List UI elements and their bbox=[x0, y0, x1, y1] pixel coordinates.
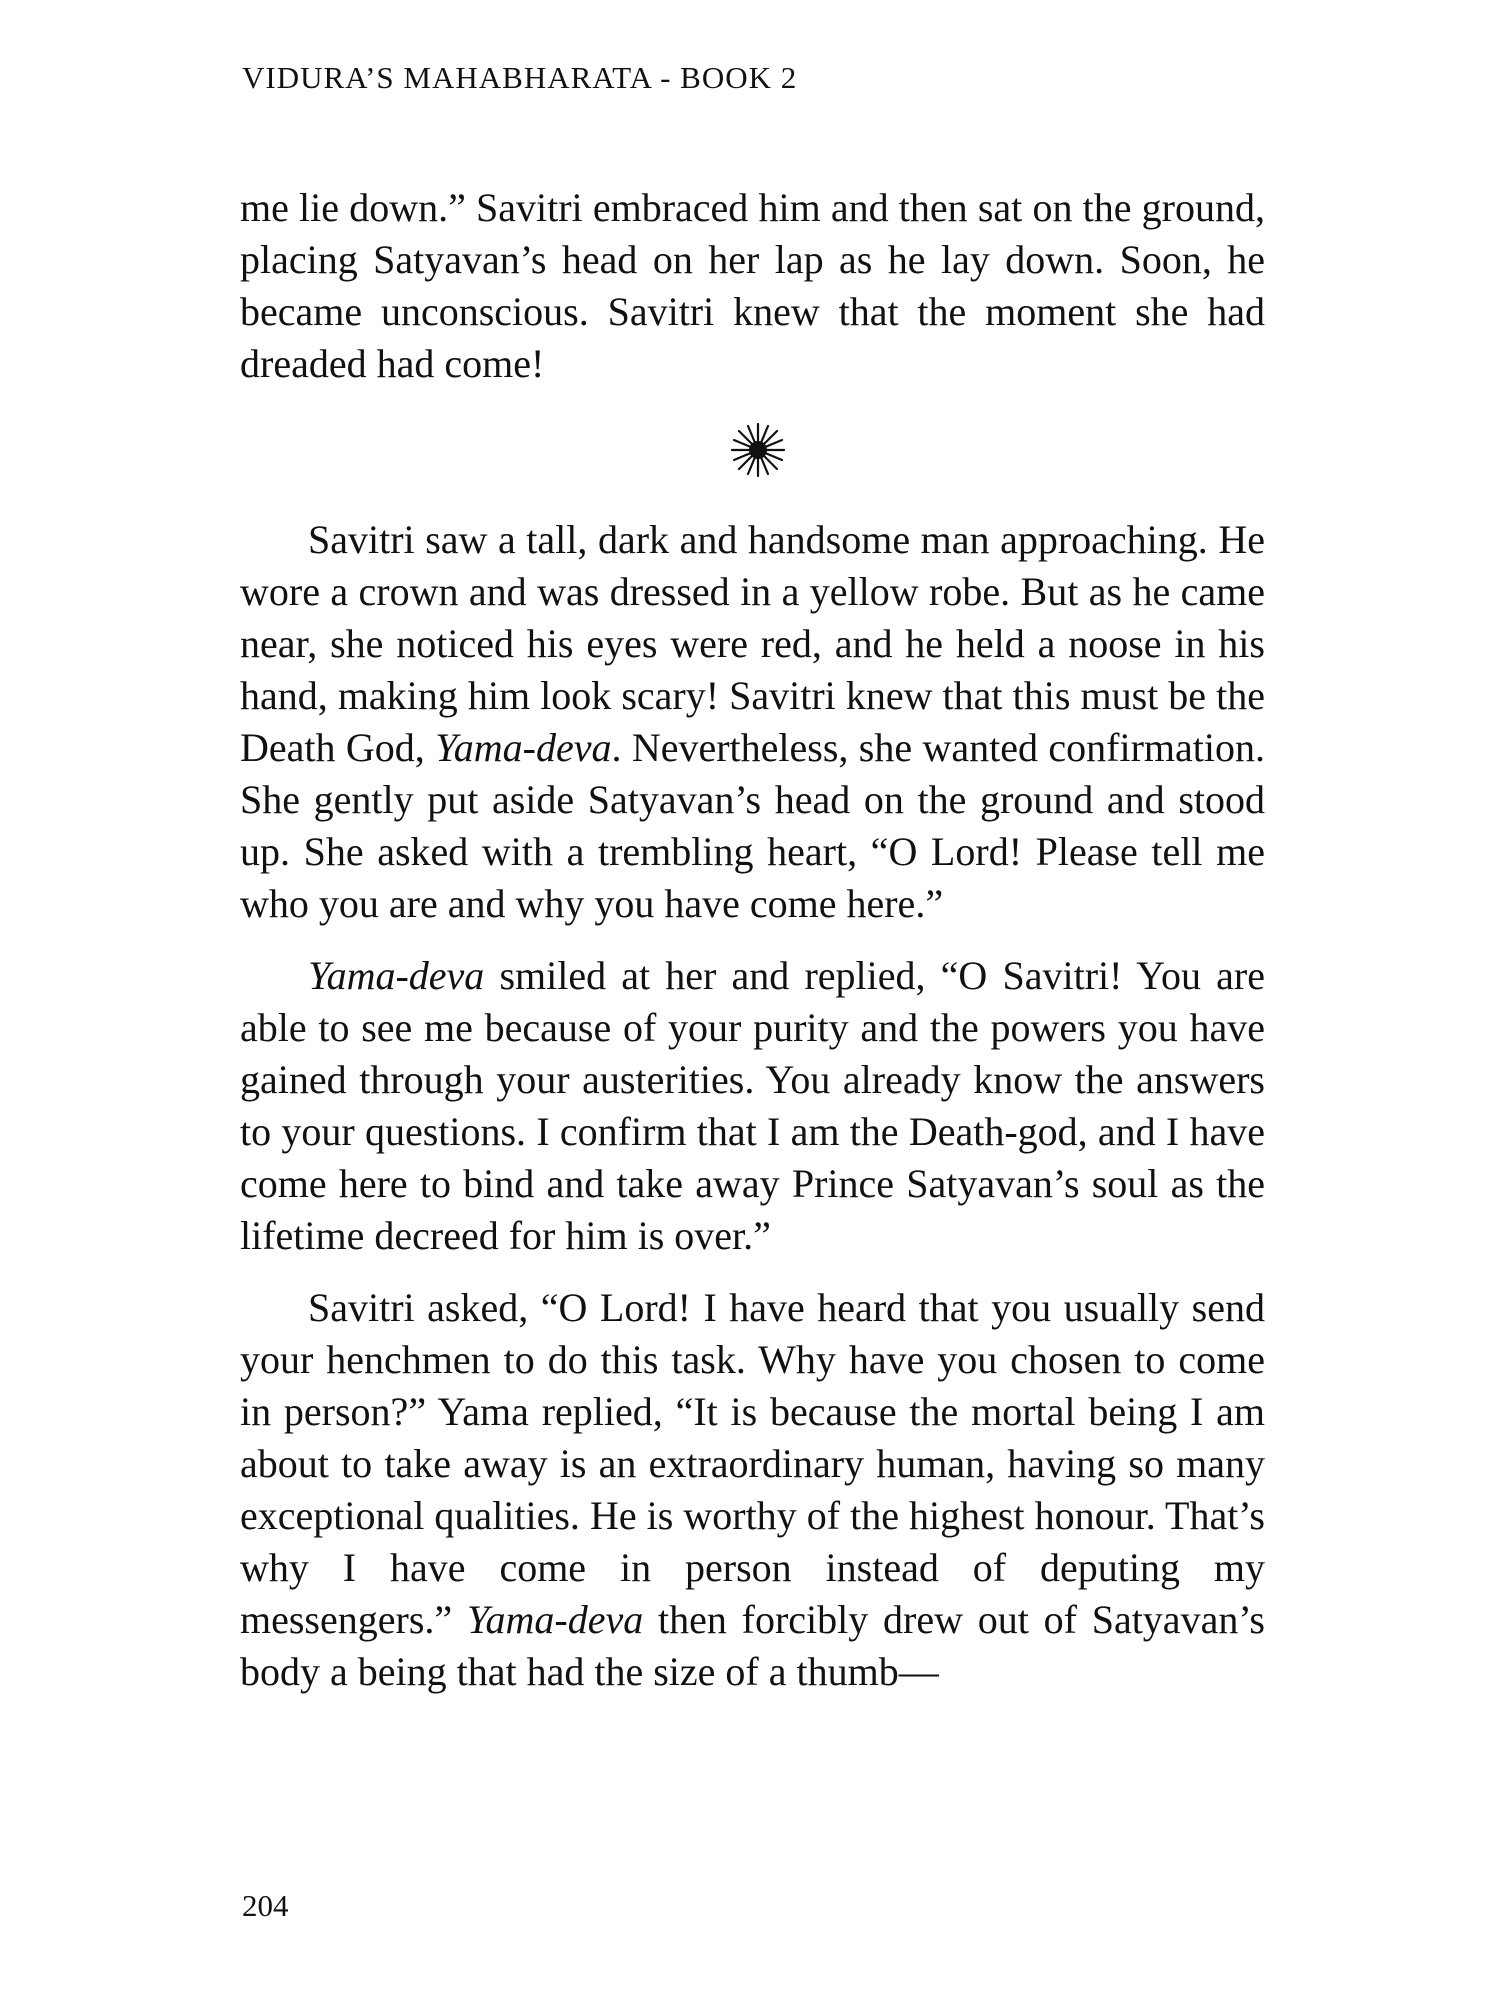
paragraph-4-part-a: Savitri asked, “O Lord! I have heard that you usually send your henchmen to do this task. Why have you chosen to come in person?” Yama replied, “It is because the mortal being I am about to take away is an extraordinary human, having so many exceptional qualities. He is worthy of the highest honour. That’s why I have come in person instead of deputing my messengers.” bbox=[240, 1285, 1265, 1642]
page-number: 204 bbox=[242, 1888, 289, 1923]
paragraph-2-part-a: Savitri saw a tall, dark and handsome man approaching. He wore a crown and was dressed in a yellow robe. But as he came near, she noticed his eyes were red, and he held a noose in his hand, making him look scary! Savitri knew that this must be the Death God, bbox=[240, 517, 1265, 770]
yama-deva-term: Yama-deva bbox=[466, 1597, 644, 1642]
paragraph-3 bbox=[240, 950, 1265, 1262]
paragraph-4-part-c: then forcibly drew out of Satyavan’s body a being that had the size of a thumb— bbox=[240, 1597, 1265, 1694]
paragraph-3-part-b: smiled at her and replied, “O Savitri! You are able to see me because of your purity and the powers you have gained through your austerities. You already know the answers to your questions. I confirm that I am the Death-god, and I have come here to bind and take away Prince Satyavan’s soul as the lifetime decreed for him is over.” bbox=[240, 953, 1265, 1258]
main-text-block bbox=[240, 514, 1265, 1698]
paragraph-2 bbox=[240, 514, 1265, 930]
yama-deva-term: Yama-deva bbox=[308, 953, 485, 998]
yama-deva-term: Yama-deva bbox=[435, 725, 612, 770]
paragraph-2-part-c: . Nevertheless, she wanted confirmation. She gently put aside Satyavan’s head on the ground and stood up. She asked with a trembling heart, “O Lord! Please tell me who you are and why you have come here.” bbox=[240, 725, 1265, 926]
running-header: VIDURA’S MAHABHARATA - BOOK 2 bbox=[242, 60, 798, 95]
paragraph-1: me lie down.” Savitri embraced him and then sat on the ground, placing Satyavan’s head on her lap as he lay down. Soon, he became unconscious. Savitri knew that the moment she had dreaded had come! bbox=[240, 185, 1265, 386]
asterism-ornament-icon bbox=[728, 420, 788, 480]
paragraph-1-block bbox=[240, 182, 1265, 390]
paragraph-4 bbox=[240, 1282, 1265, 1698]
